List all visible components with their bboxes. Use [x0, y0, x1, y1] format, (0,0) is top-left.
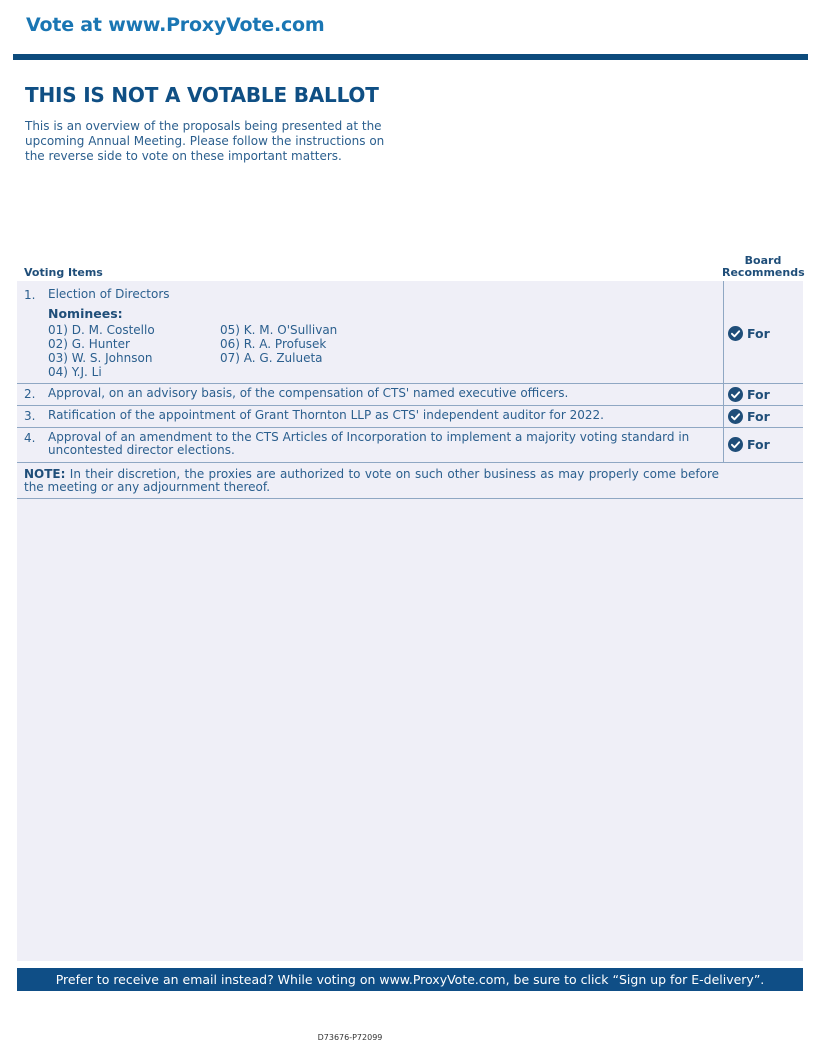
column-divider [723, 281, 724, 383]
item-text: Election of Directors [48, 287, 170, 301]
board-recommends-header [722, 255, 804, 279]
item-number: 4. [24, 431, 36, 445]
item-text: Approval, on an advisory basis, of the compensation of CTS' named executive officers. [48, 386, 569, 400]
board-recommends-line1: Board [744, 254, 782, 267]
item-text: Ratification of the appointment of Grant Thornton LLP as CTS' independent auditor for 2022. [48, 408, 604, 422]
column-divider [723, 406, 724, 427]
checkmark-circle-icon [728, 409, 743, 424]
board-recommendation [728, 387, 770, 402]
column-divider [723, 384, 724, 405]
checkmark-circle-icon [728, 387, 743, 402]
board-recommendation [728, 437, 770, 452]
checkmark-circle-icon [728, 437, 743, 452]
voting-item-3 [17, 406, 803, 428]
recommendation-label: For [747, 409, 770, 424]
nominees-label: Nominees: [48, 306, 123, 321]
board-recommends-line2: Recommends [722, 266, 805, 279]
nominee: 03) W. S. Johnson [48, 351, 153, 365]
board-recommendation [728, 326, 770, 341]
voting-items-header: Voting Items [24, 266, 103, 279]
intro-text: This is an overview of the proposals being presented at the upcoming Annual Meeting. Please follow the instructions on the reverse side to vote on these important matters. [25, 119, 385, 163]
document-code: D73676-P72099 [317, 1033, 383, 1042]
note-body: In their discretion, the proxies are authorized to vote on such other business as may properly come before the meeting or any adjournment thereof. [24, 467, 719, 494]
item-number: 1. [24, 288, 36, 302]
header-title: Vote at www.ProxyVote.com [26, 14, 325, 36]
note-row [17, 463, 803, 499]
recommendation-label: For [747, 437, 770, 452]
item-number: 2. [24, 387, 36, 401]
recommendation-label: For [747, 387, 770, 402]
header-divider [13, 54, 808, 60]
nominee: 02) G. Hunter [48, 337, 130, 351]
ballot-title: THIS IS NOT A VOTABLE BALLOT [25, 83, 379, 107]
e-delivery-banner: Prefer to receive an email instead? While voting on www.ProxyVote.com, be sure to click “Sign up for E-delivery”. [17, 968, 803, 991]
voting-item-4 [17, 428, 803, 463]
note-text [24, 468, 719, 494]
voting-item-2 [17, 384, 803, 406]
nominee: 01) D. M. Costello [48, 323, 155, 337]
checkmark-circle-icon [728, 326, 743, 341]
board-recommendation [728, 409, 770, 424]
nominee: 05) K. M. O'Sullivan [220, 323, 338, 337]
note-label: NOTE: [24, 467, 66, 481]
nominee: 04) Y.J. Li [48, 365, 102, 379]
item-text: Approval of an amendment to the CTS Articles of Incorporation to implement a majority voting standard in uncontested director elections. [48, 430, 690, 457]
voting-item-1 [17, 281, 803, 384]
nominee: 07) A. G. Zulueta [220, 351, 323, 365]
column-divider [723, 428, 724, 462]
nominee: 06) R. A. Profusek [220, 337, 327, 351]
recommendation-label: For [747, 326, 770, 341]
item-number: 3. [24, 409, 36, 423]
